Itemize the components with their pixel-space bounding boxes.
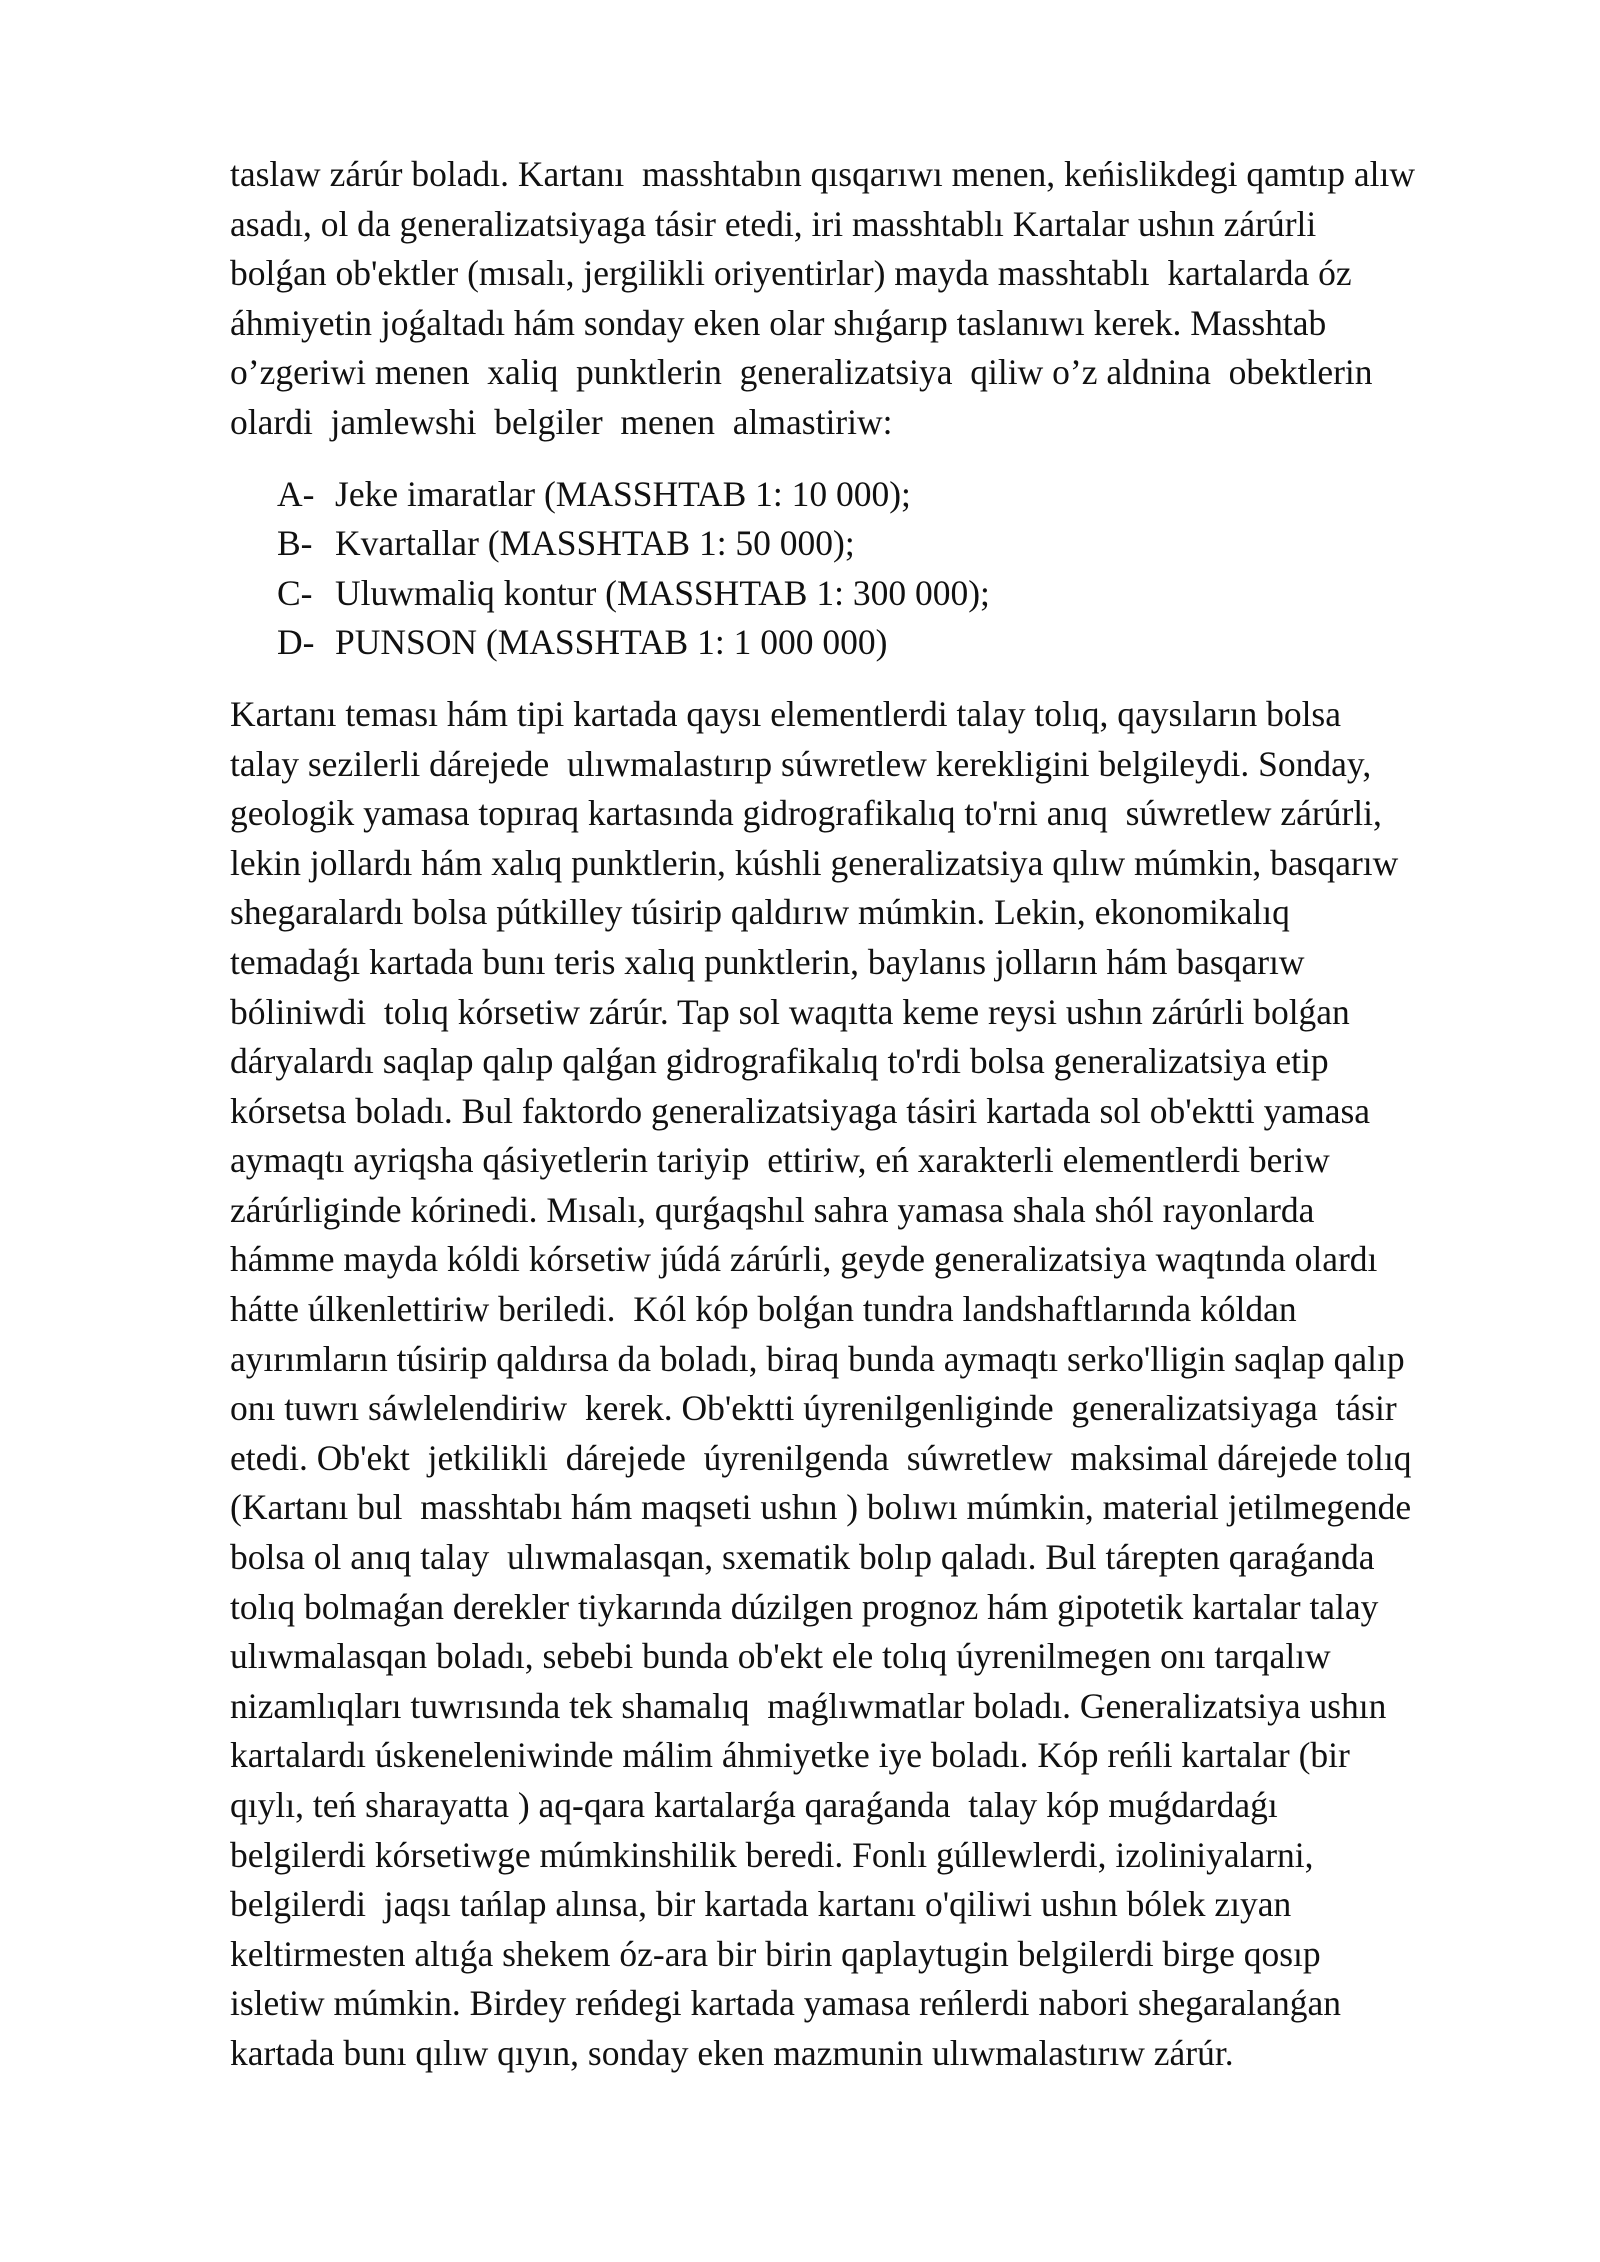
text-line: etedi. Ob'ekt jetkilikli dárejede úyrenilgenda súwretlew maksimal dárejede tolıq	[230, 1437, 1412, 1478]
list-item-text: PUNSON (MASSHTAB 1: 1 000 000)	[335, 622, 888, 663]
list-item	[230, 519, 1490, 569]
list-item-text: Kvartallar (MASSHTAB 1: 50 000);	[335, 523, 855, 564]
text-line: onı tuwrı sáwlelendiriw kerek. Ob'ektti úyrenilgenliginde generalizatsiyaga tásir	[230, 1388, 1397, 1429]
text-line: kartalardı úskeneleniwinde málim áhmiyetke iye boladı. Kóp reńli kartalar (bir	[230, 1735, 1350, 1776]
text-line: qıylı, teń sharayatta ) aq-qara kartalarǵa qaraǵanda talay kóp muǵdardaǵı	[230, 1785, 1278, 1825]
list-marker: B-	[277, 523, 313, 564]
text-line: taslaw zárúr boladı. Kartanı masshtabın qısqarıwı menen, keńislikdegi qamtıp alıw	[230, 154, 1416, 194]
text-line: belgilerdi jaqsı tańlap alınsa, bir kartada kartanı o'qiliwi ushın bólek zıyan	[230, 1884, 1292, 1925]
paragraph-intro	[230, 150, 1490, 448]
text-line: lekin jollardı hám xalıq punktlerin, kúshli generalizatsiya qılıw múmkin, basqarıw	[230, 842, 1399, 883]
paragraph-body	[230, 690, 1490, 2079]
text-line: o’zgeriwi menen xaliq punktlerin generalizatsiya qiliw o’z aldnina obektlerin	[230, 352, 1373, 393]
list-marker: C-	[277, 572, 313, 613]
list-item-text: Uluwmaliq kontur (MASSHTAB 1: 300 000);	[335, 572, 990, 613]
text-line: talay sezilerli dárejede ulıwmalastırıp súwretlew kerekligini belgileydi. Sonday,	[230, 743, 1372, 784]
text-line: Kartanı teması hám tipi kartada qaysı elementlerdi talay tolıq, qaysıların bolsa	[230, 693, 1342, 734]
list-item	[230, 569, 1490, 619]
document-page	[230, 150, 1490, 2079]
text-line: dáryalardı saqlap qalıp qalǵan gidrografikalıq to'rdi bolsa generalizatsiya etip	[230, 1041, 1329, 1082]
text-line: (Kartanı bul masshtabı hám maqseti ushın ) bolıwı múmkin, material jetilmegende	[230, 1487, 1412, 1528]
text-line: temadaǵı kartada bunı teris xalıq punktlerin, baylanıs jolların hám basqarıw	[230, 941, 1305, 982]
text-line: geologik yamasa topıraq kartasında gidrografikalıq to'rni anıq súwretlew zárúrli,	[230, 793, 1382, 834]
text-line: olardi jamlewshi belgiler menen almastiriw:	[230, 401, 893, 442]
text-line: áhmiyetin joǵaltadı hám sonday eken olar shıǵarıp taslanıwı kerek. Masshtab	[230, 302, 1327, 343]
list-item	[230, 618, 1490, 668]
text-line: shegaralardı bolsa pútkilley túsirip qaldırıw múmkin. Lekin, ekonomikalıq	[230, 892, 1290, 933]
list-item-text: Jeke imaratlar (MASSHTAB 1: 10 000);	[335, 473, 911, 514]
text-line: ayırımların túsirip qaldırsa da boladı, biraq bunda aymaqtı serko'lligin saqlap qalıp	[230, 1338, 1405, 1379]
text-line: hámme mayda kóldi kórsetiw júdá zárúrli, geyde generalizatsiya waqtında olardı	[230, 1239, 1378, 1280]
text-line: bóliniwdi tolıq kórsetiw zárúr. Tap sol waqıtta keme reysi ushın zárúrli bolǵan	[230, 991, 1350, 1032]
text-line: belgilerdi kórsetiwge múmkinshilik beredi. Fonlı gúllewlerdi, izoliniyalarni,	[230, 1834, 1314, 1875]
text-line: keltirmesten altıǵa shekem óz-ara bir birin qaplaytugin belgilerdi birge qosıp	[230, 1933, 1321, 1974]
text-line: zárúrliginde kórinedi. Mısalı, qurǵaqshıl sahra yamasa shala shól rayonlarda	[230, 1189, 1315, 1230]
paragraph-spacer	[230, 668, 1490, 690]
text-line: nizamlıqları tuwrısında tek shamalıq maǵlıwmatlar boladı. Generalizatsiya ushın	[230, 1685, 1387, 1726]
text-line: kartada bunı qılıw qıyın, sonday eken mazmunin ulıwmalastırıw zárúr.	[230, 2032, 1234, 2073]
text-line: asadı, ol da generalizatsiyaga tásir etedi, iri masshtablı Kartalar ushın zárúrli	[230, 203, 1317, 244]
list-marker: D-	[277, 622, 315, 663]
text-line: kórsetsa boladı. Bul faktordo generalizatsiyaga tásiri kartada sol ob'ektti yamasa	[230, 1090, 1371, 1131]
text-line: aymaqtı ayriqsha qásiyetlerin tariyip ettiriw, eń xarakterli elementlerdi beriw	[230, 1140, 1330, 1181]
text-line: ulıwmalasqan boladı, sebebi bunda ob'ekt ele tolıq úyrenilmegen onı tarqalıw	[230, 1636, 1331, 1677]
text-line: tolıq bolmaǵan derekler tiykarında dúzilgen prognoz hám gipotetik kartalar talay	[230, 1586, 1379, 1627]
text-line: bolsa ol anıq talay ulıwmalasqan, sxematik bolıp qaladı. Bul tárepten qaraǵanda	[230, 1537, 1375, 1578]
list-marker: A-	[277, 473, 315, 514]
text-line: hátte úlkenlettiriw beriledi. Kól kóp bolǵan tundra landshaftlarında kóldan	[230, 1289, 1297, 1330]
text-line: isletiw múmkin. Birdey reńdegi kartada yamasa reńlerdi nabori shegaralanǵan	[230, 1983, 1341, 2024]
paragraph-spacer	[230, 448, 1490, 470]
text-line: bolǵan ob'ektler (mısalı, jergilikli oriyentirlar) mayda masshtablı kartalarda óz	[230, 253, 1352, 294]
scale-list	[230, 470, 1490, 668]
list-item	[230, 470, 1490, 520]
